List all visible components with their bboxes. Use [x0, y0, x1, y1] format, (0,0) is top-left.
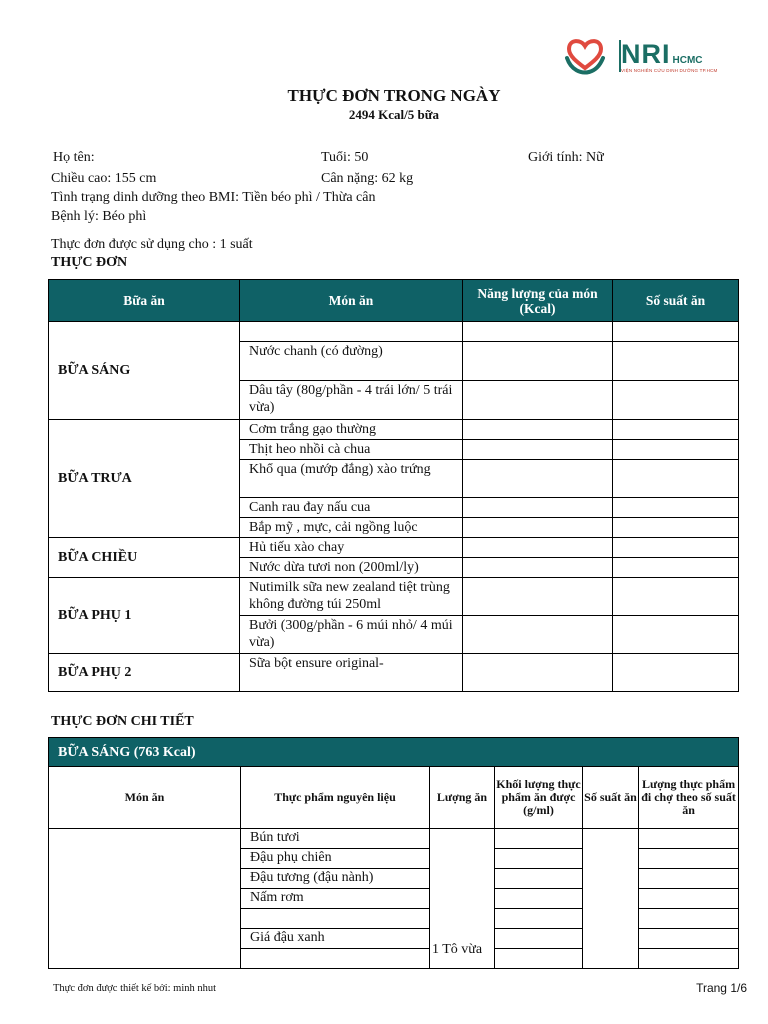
weight-cell — [495, 829, 583, 849]
menu-section-title: THỰC ĐƠN — [51, 255, 128, 270]
disease-label: Bệnh lý: Béo phì — [51, 209, 147, 224]
col-weight: Khối lượng thực phẩm ăn được (g/ml) — [495, 767, 583, 829]
dish-cell: Dâu tây (80g/phần - 4 trái lớn/ 5 trái vừa) — [240, 381, 463, 420]
market-cell — [639, 889, 739, 909]
market-cell — [639, 929, 739, 949]
weight-cell — [495, 889, 583, 909]
servings-cell — [613, 381, 739, 420]
ingredient-cell: Đậu tương (đậu nành) — [241, 869, 430, 889]
servings-cell — [613, 578, 739, 616]
page-subtitle: 2494 Kcal/5 bữa — [348, 107, 440, 122]
servings-cell — [583, 829, 639, 969]
col-dish: Món ăn — [49, 767, 241, 829]
energy-cell — [463, 538, 613, 558]
meal-afternoon: BỮA CHIỀU — [49, 538, 240, 578]
menu-header-row — [49, 280, 739, 322]
energy-cell — [463, 654, 613, 692]
nri-logo — [563, 34, 743, 78]
energy-cell — [463, 322, 613, 342]
col-market-amount: Lượng thực phẩm đi chợ theo số suất ăn — [639, 767, 739, 829]
meal-snack-1: BỮA PHỤ 1 — [49, 578, 240, 654]
energy-cell — [463, 616, 613, 654]
market-cell — [639, 869, 739, 889]
servings-cell — [613, 616, 739, 654]
ingredient-cell: Đậu phụ chiên — [241, 849, 430, 869]
col-energy: Năng lượng của món (Kcal) — [463, 280, 613, 322]
dish-cell: Canh rau đay nấu cua — [240, 498, 463, 518]
ingredient-cell: Bún tươi — [241, 829, 430, 849]
weight-cell — [495, 949, 583, 969]
col-servings: Số suất ăn — [613, 280, 739, 322]
weight-cell — [495, 869, 583, 889]
energy-cell — [463, 518, 613, 538]
servings-cell — [613, 654, 739, 692]
dish-cell: Hủ tiếu xào chay — [240, 538, 463, 558]
meal-breakfast: BỮA SÁNG — [49, 322, 240, 420]
detail-section-title: THỰC ĐƠN CHI TIẾT — [51, 714, 194, 729]
dish-cell — [49, 829, 241, 969]
col-amount: Lượng ăn — [430, 767, 495, 829]
weight-label: Cân nặng: 62 kg — [321, 171, 414, 186]
dish-cell: Bắp mỹ , mực, cải ngồng luộc — [240, 518, 463, 538]
dish-cell: Nutimilk sữa new zealand tiệt trùng không đường túi 250ml — [240, 578, 463, 616]
servings-cell — [613, 518, 739, 538]
servings-label: Thực đơn được sử dụng cho : 1 suất — [51, 237, 253, 252]
logo-tagline: VIỆN NGHIÊN CỨU DINH DƯỠNG TP.HCM — [621, 67, 718, 73]
servings-cell — [613, 460, 739, 498]
logo-divider — [619, 40, 621, 72]
menu-table — [48, 279, 739, 692]
meal-bar: BỮA SÁNG (763 Kcal) — [49, 738, 739, 767]
dish-cell — [240, 322, 463, 342]
amount-cell: 1 Tô vừa — [430, 829, 495, 969]
heart-hands-icon — [563, 36, 607, 76]
dish-cell: Sữa bột ensure original- — [240, 654, 463, 692]
name-label: Họ tên: — [53, 150, 95, 165]
servings-cell — [613, 322, 739, 342]
dish-cell: Khổ qua (mướp đắng) xào trứng — [240, 460, 463, 498]
dish-cell: Nước dừa tươi non (200ml/ly) — [240, 558, 463, 578]
page-title: THỰC ĐƠN TRONG NGÀY — [287, 86, 501, 105]
col-dish: Món ăn — [240, 280, 463, 322]
servings-cell — [613, 420, 739, 440]
servings-cell — [613, 498, 739, 518]
meal-lunch: BỮA TRƯA — [49, 420, 240, 538]
market-cell — [639, 949, 739, 969]
ingredient-cell — [241, 949, 430, 969]
table-row — [49, 829, 739, 849]
dish-cell: Thịt heo nhồi cà chua — [240, 440, 463, 460]
dish-cell: Nước chanh (có đường) — [240, 342, 463, 381]
dish-cell: Bưởi (300g/phần - 6 múi nhỏ/ 4 múi vừa) — [240, 616, 463, 654]
market-cell — [639, 829, 739, 849]
col-ingredient: Thực phẩm nguyên liệu — [241, 767, 430, 829]
ingredient-cell: Giá đậu xanh — [241, 929, 430, 949]
height-label: Chiều cao: 155 cm — [51, 171, 157, 186]
footer-designer: Thực đơn được thiết kế bởi: minh nhut — [53, 983, 217, 994]
meal-snack-2: BỮA PHỤ 2 — [49, 654, 240, 692]
energy-cell — [463, 460, 613, 498]
ingredient-cell: Nấm rơm — [241, 889, 430, 909]
table-row — [49, 322, 739, 342]
gender-label: Giới tính: Nữ — [528, 150, 604, 165]
dish-cell: Cơm trắng gạo thường — [240, 420, 463, 440]
age-label: Tuổi: 50 — [321, 150, 369, 165]
servings-cell — [613, 440, 739, 460]
detail-header-row — [49, 767, 739, 829]
market-cell — [639, 909, 739, 929]
weight-cell — [495, 929, 583, 949]
energy-cell — [463, 578, 613, 616]
weight-cell — [495, 909, 583, 929]
energy-cell — [463, 342, 613, 381]
energy-cell — [463, 420, 613, 440]
table-row — [49, 654, 739, 692]
table-row — [49, 420, 739, 440]
meal-bar-row — [49, 738, 739, 767]
energy-cell — [463, 440, 613, 460]
market-cell — [639, 849, 739, 869]
energy-cell — [463, 381, 613, 420]
table-row — [49, 578, 739, 616]
servings-cell — [613, 342, 739, 381]
page-number: Trang 1/6 — [696, 981, 747, 995]
weight-cell — [495, 849, 583, 869]
servings-cell — [613, 558, 739, 578]
energy-cell — [463, 558, 613, 578]
ingredient-cell — [241, 909, 430, 929]
logo-name: NRI — [621, 38, 671, 69]
logo-suffix: HCMC — [672, 54, 703, 66]
bmi-label: Tình trạng dinh dưỡng theo BMI: Tiền béo phì / Thừa cân — [51, 190, 376, 205]
detail-table — [48, 737, 739, 969]
table-row — [49, 538, 739, 558]
energy-cell — [463, 498, 613, 518]
col-meal: Bữa ăn — [49, 280, 240, 322]
servings-cell — [613, 538, 739, 558]
col-servings: Số suất ăn — [583, 767, 639, 829]
